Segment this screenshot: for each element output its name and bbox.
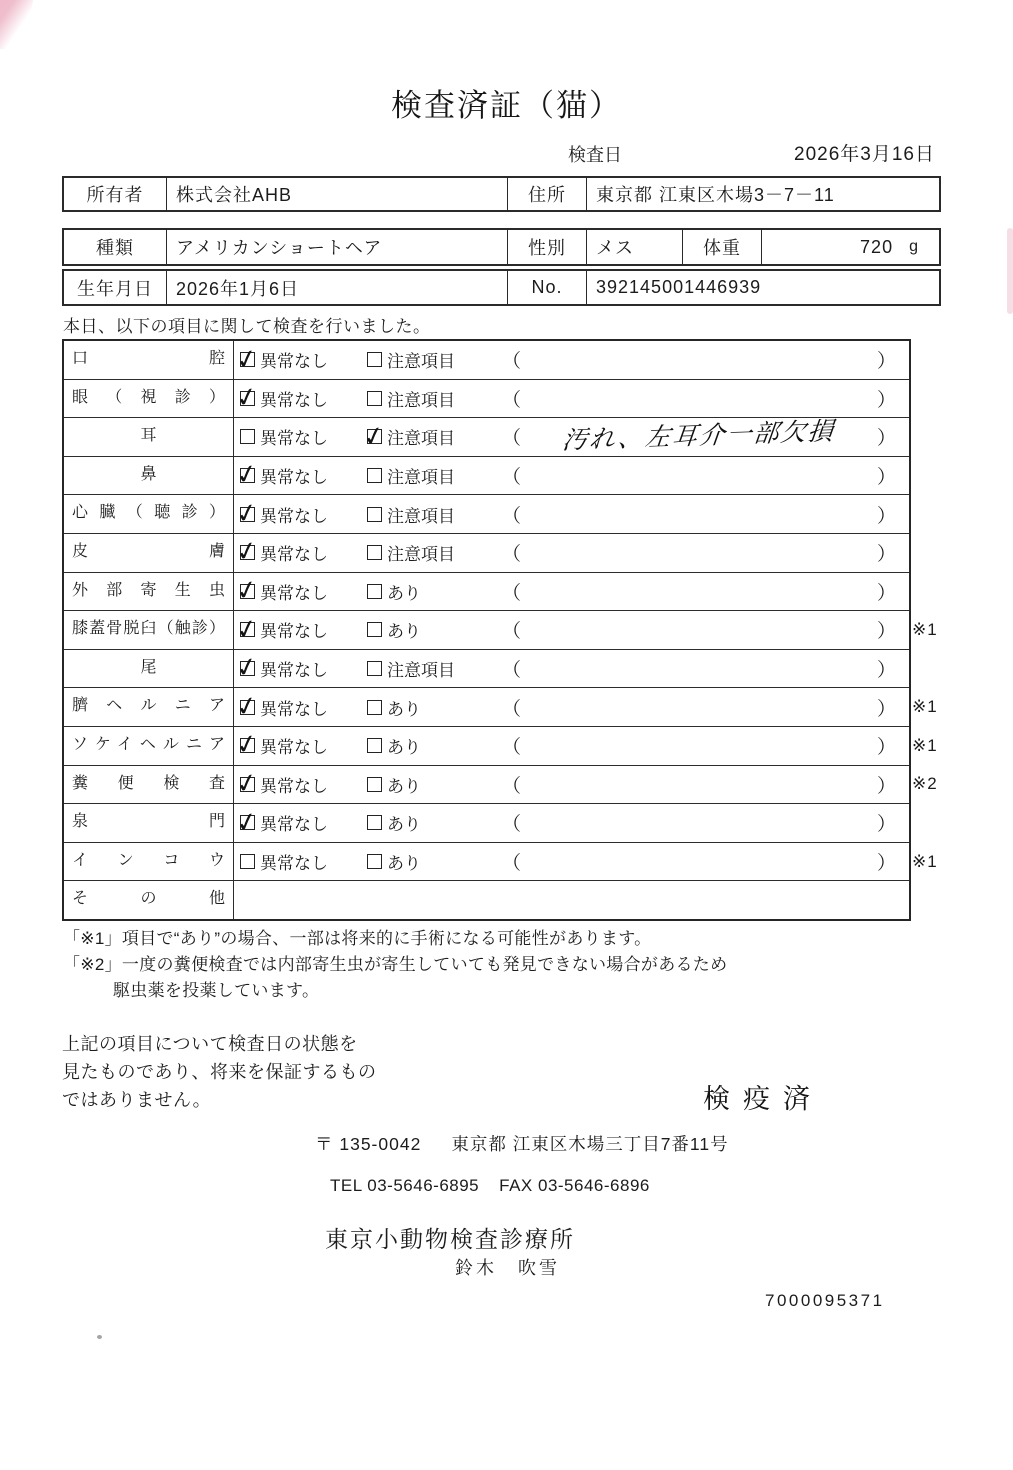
checkbox-caution xyxy=(367,424,492,449)
checkbox-caution xyxy=(367,463,492,488)
checkbox-label: あり xyxy=(387,776,421,796)
exam-item-label: 耳 xyxy=(64,418,234,456)
exam-checks xyxy=(234,341,492,379)
check-mark-icon xyxy=(234,694,260,719)
checkbox-box xyxy=(367,854,382,869)
exam-note xyxy=(492,418,909,456)
checkbox-label: 異常なし xyxy=(260,545,328,565)
checkbox-normal xyxy=(240,656,367,681)
exam-row-umbilical-hernia xyxy=(64,687,938,726)
exam-row-other xyxy=(64,880,909,919)
checkbox-label: 異常なし xyxy=(260,468,328,488)
check-mark-icon xyxy=(234,578,260,603)
open-paren: （ xyxy=(502,814,522,836)
checkbox-box xyxy=(367,700,382,715)
open-paren: （ xyxy=(502,698,522,720)
exam-checks xyxy=(234,418,492,456)
exam-row-inguinal-hernia xyxy=(64,726,938,765)
exam-note xyxy=(492,688,909,726)
exam-item-label: インコウ xyxy=(64,843,234,881)
exam-item-label: 糞便検査 xyxy=(64,766,234,804)
check-mark-icon xyxy=(234,732,260,757)
clinic-contact-line xyxy=(330,1176,650,1196)
scan-artifact-edge xyxy=(1007,228,1013,314)
check-mark-icon xyxy=(234,346,260,371)
close-paren: ） xyxy=(876,660,896,682)
margin-mark: ※1 xyxy=(912,697,938,717)
checkbox-normal xyxy=(240,463,367,488)
checkbox-label: 異常なし xyxy=(260,854,328,874)
open-paren: （ xyxy=(502,544,522,566)
checkbox-caution xyxy=(367,386,492,411)
exam-checks xyxy=(234,650,492,688)
exam-checks xyxy=(234,611,492,649)
check-mark-icon xyxy=(234,385,260,410)
exam-item-label: 膝蓋骨脱臼（触診） xyxy=(64,611,234,649)
exam-item-label: 尾 xyxy=(64,650,234,688)
checkbox-box xyxy=(367,622,382,637)
checkbox-normal xyxy=(240,772,367,797)
check-mark-icon xyxy=(234,771,260,796)
checkbox-normal xyxy=(240,540,367,565)
open-paren: （ xyxy=(502,775,522,797)
check-mark-icon xyxy=(234,617,260,642)
checkbox-box xyxy=(240,661,255,676)
checkbox-normal xyxy=(240,502,367,527)
checkbox-caution xyxy=(367,540,492,565)
exam-item-label: ソケイヘルニア xyxy=(64,727,234,765)
close-paren: ） xyxy=(876,389,896,411)
exam-note xyxy=(492,766,909,804)
close-paren: ） xyxy=(876,698,896,720)
close-paren: ） xyxy=(876,853,896,875)
exam-item-label: 心臓（聴診） xyxy=(64,495,234,533)
exam-row-eyes xyxy=(64,379,909,418)
checkbox-box xyxy=(240,700,255,715)
owner-label: 所有者 xyxy=(64,178,167,210)
exam-checks xyxy=(234,380,492,418)
exam-note xyxy=(492,650,909,688)
checkbox-caution xyxy=(367,347,492,372)
check-mark-icon xyxy=(234,462,260,487)
checkbox-box xyxy=(240,468,255,483)
margin-mark: ※2 xyxy=(912,774,938,794)
checkbox-label: 異常なし xyxy=(260,776,328,796)
scan-artifact-corner xyxy=(0,0,35,53)
checkbox-normal xyxy=(240,810,367,835)
checkbox-normal xyxy=(240,579,367,604)
checkbox-box xyxy=(367,584,382,599)
exam-note xyxy=(492,611,909,649)
address-label: 住所 xyxy=(508,178,587,210)
scan-artifact-dot xyxy=(97,1335,102,1339)
checkbox-box xyxy=(367,545,382,560)
disclaimer-line-1: 上記の項目について検査日の状態を xyxy=(62,1034,358,1054)
checkbox-box xyxy=(240,391,255,406)
checkbox-present xyxy=(367,617,492,642)
checkbox-label: 注意項目 xyxy=(387,468,455,488)
close-paren: ） xyxy=(876,621,896,643)
close-paren: ） xyxy=(876,544,896,566)
open-paren: （ xyxy=(502,467,522,489)
exam-note xyxy=(492,727,909,765)
exam-checks xyxy=(234,495,492,533)
no-value: 392145001446939 xyxy=(596,277,762,297)
checkbox-normal xyxy=(240,617,367,642)
checkbox-box xyxy=(367,468,382,483)
birth-table xyxy=(62,269,941,306)
checkbox-box xyxy=(367,429,382,444)
checkbox-label: あり xyxy=(387,738,421,758)
handwritten-note: 汚れ、左耳介一部欠損 xyxy=(560,417,837,455)
open-paren: （ xyxy=(502,389,522,411)
exam-note xyxy=(492,804,909,842)
checkbox-box xyxy=(240,622,255,637)
open-paren: （ xyxy=(502,621,522,643)
pet-table xyxy=(62,228,941,266)
checkbox-present xyxy=(367,810,492,835)
close-paren: ） xyxy=(876,775,896,797)
checkbox-label: あり xyxy=(387,815,421,835)
checkbox-normal xyxy=(240,695,367,720)
exam-other-blank xyxy=(234,881,909,919)
checkbox-box xyxy=(367,777,382,792)
exam-item-label: 外部寄生虫 xyxy=(64,573,234,611)
check-mark-icon xyxy=(234,810,260,835)
checkbox-label: 異常なし xyxy=(260,506,328,526)
clinic-tel: TEL 03-5646-6895 xyxy=(330,1176,480,1195)
exam-checks xyxy=(234,727,492,765)
breed-label: 種類 xyxy=(64,230,167,264)
exam-row-fecal-exam xyxy=(64,765,938,804)
checkbox-caution xyxy=(367,656,492,681)
exam-note xyxy=(492,457,909,495)
close-paren: ） xyxy=(876,505,896,527)
checkbox-box xyxy=(367,391,382,406)
checkbox-normal xyxy=(240,733,367,758)
checkbox-box xyxy=(367,507,382,522)
weight-cell xyxy=(762,230,939,264)
checkbox-label: 異常なし xyxy=(260,429,328,449)
checkbox-box xyxy=(240,352,255,367)
open-paren: （ xyxy=(502,505,522,527)
checkbox-label: 異常なし xyxy=(260,622,328,642)
serial-number: 7000095371 xyxy=(765,1291,885,1310)
checkbox-box xyxy=(367,661,382,676)
quarantine-stamp: 検疫済 xyxy=(703,1084,823,1114)
checkbox-label: 異常なし xyxy=(260,390,328,410)
footnote-3: 駆虫薬を投薬しています。 xyxy=(113,981,320,1000)
checkbox-box xyxy=(367,815,382,830)
checkbox-normal xyxy=(240,424,367,449)
exam-item-label: 口腔 xyxy=(64,341,234,379)
check-mark-icon xyxy=(234,539,260,564)
exam-checks xyxy=(234,843,492,881)
inspection-date-label: 検査日 xyxy=(568,145,622,165)
exam-item-label: 皮膚 xyxy=(64,534,234,572)
checkbox-label: 異常なし xyxy=(260,583,328,603)
exam-item-label: その他 xyxy=(64,881,234,919)
exam-checks xyxy=(234,804,492,842)
exam-row-tail xyxy=(64,649,909,688)
close-paren: ） xyxy=(876,814,896,836)
checkbox-box xyxy=(240,738,255,753)
close-paren: ） xyxy=(876,582,896,604)
checkbox-box xyxy=(240,815,255,830)
checkbox-label: 異常なし xyxy=(260,815,328,835)
checkbox-present xyxy=(367,849,492,874)
sex-label: 性別 xyxy=(508,230,587,264)
exam-table xyxy=(62,339,938,921)
exam-checks xyxy=(234,457,492,495)
exam-row-skin xyxy=(64,533,909,572)
checkbox-caution xyxy=(367,502,492,527)
open-paren: （ xyxy=(502,737,522,759)
clinic-address-line xyxy=(315,1131,729,1156)
footnote-2: 「※2」一度の糞便検査では内部寄生虫が寄生していても発見できない場合があるため xyxy=(63,955,728,974)
birthdate-label: 生年月日 xyxy=(64,271,167,304)
sex-value: メス xyxy=(587,230,683,264)
checkbox-box xyxy=(240,854,255,869)
disclaimer-text xyxy=(62,1030,377,1114)
checkbox-normal xyxy=(240,347,367,372)
intro-text: 本日、以下の項目に関して検査を行いました。 xyxy=(63,317,431,336)
close-paren: ） xyxy=(876,428,896,450)
clinic-fax: FAX 03-5646-6896 xyxy=(499,1176,650,1195)
checkbox-label: あり xyxy=(387,583,421,603)
checkbox-label: 異常なし xyxy=(260,738,328,758)
exam-row-fontanelle xyxy=(64,803,909,842)
checkbox-label: あり xyxy=(387,622,421,642)
checkbox-box xyxy=(240,429,255,444)
owner-table xyxy=(62,176,941,212)
close-paren: ） xyxy=(876,351,896,373)
margin-mark: ※1 xyxy=(912,851,938,871)
checkbox-label: 注意項目 xyxy=(387,390,455,410)
margin-mark: ※1 xyxy=(912,619,938,639)
exam-item-label: 臍ヘルニア xyxy=(64,688,234,726)
checkbox-label: 異常なし xyxy=(260,352,328,372)
checkbox-label: 注意項目 xyxy=(387,661,455,681)
exam-row-patella xyxy=(64,610,938,649)
footnote-1: 「※1」項目で“あり”の場合、一部は将来的に手術になる可能性があります。 xyxy=(63,929,652,948)
checkbox-box xyxy=(240,584,255,599)
margin-mark: ※1 xyxy=(912,735,938,755)
checkbox-normal xyxy=(240,849,367,874)
exam-note xyxy=(492,495,909,533)
exam-row-ectoparasites xyxy=(64,572,909,611)
close-paren: ） xyxy=(876,467,896,489)
exam-row-inkou xyxy=(64,842,938,881)
check-mark-icon xyxy=(234,655,260,680)
weight-unit: g xyxy=(909,238,919,255)
clinic-postal-code: 〒 135-0042 xyxy=(315,1134,422,1154)
open-paren: （ xyxy=(502,853,522,875)
page-title: 検査済証（猫） xyxy=(391,88,622,123)
checkbox-box xyxy=(240,777,255,792)
checkbox-label: あり xyxy=(387,854,421,874)
exam-row-oral xyxy=(64,341,909,379)
open-paren: （ xyxy=(502,582,522,604)
close-paren: ） xyxy=(876,737,896,759)
checkbox-label: 注意項目 xyxy=(387,352,455,372)
checkbox-label: 異常なし xyxy=(260,661,328,681)
clinic-address: 東京都 江東区木場三丁目7番11号 xyxy=(451,1134,729,1154)
checkbox-box xyxy=(367,738,382,753)
exam-checks xyxy=(234,534,492,572)
open-paren: （ xyxy=(502,428,522,450)
open-paren: （ xyxy=(502,351,522,373)
exam-item-label: 泉門 xyxy=(64,804,234,842)
exam-row-ears xyxy=(64,417,909,456)
checkbox-label: 注意項目 xyxy=(387,506,455,526)
exam-note xyxy=(492,534,909,572)
exam-item-label: 鼻 xyxy=(64,457,234,495)
breed-value: アメリカンショートヘア xyxy=(167,230,508,264)
inspection-date-value: 2026年3月16日 xyxy=(794,144,935,165)
checkbox-present xyxy=(367,772,492,797)
exam-checks xyxy=(234,766,492,804)
exam-note xyxy=(492,843,909,881)
checkbox-box xyxy=(240,507,255,522)
weight-label: 体重 xyxy=(683,230,762,264)
no-label: No. xyxy=(508,271,587,304)
exam-note xyxy=(492,341,909,379)
exam-note xyxy=(492,573,909,611)
checkbox-present xyxy=(367,579,492,604)
checkbox-normal xyxy=(240,386,367,411)
owner-value: 株式会社AHB xyxy=(167,178,508,210)
checkbox-present xyxy=(367,733,492,758)
checkbox-label: 注意項目 xyxy=(387,429,455,449)
exam-checks xyxy=(234,573,492,611)
checkbox-present xyxy=(367,695,492,720)
disclaimer-line-2: 見たものであり、将来を保証するもの xyxy=(62,1062,377,1082)
check-mark-icon xyxy=(234,501,260,526)
exam-note xyxy=(492,380,909,418)
checkbox-box xyxy=(367,352,382,367)
exam-item-label: 眼（視診） xyxy=(64,380,234,418)
clinic-name: 東京小動物検査診療所 xyxy=(325,1226,575,1252)
disclaimer-line-3: ではありません。 xyxy=(62,1090,212,1110)
open-paren: （ xyxy=(502,660,522,682)
checkbox-box xyxy=(240,545,255,560)
checkbox-label: 異常なし xyxy=(260,699,328,719)
exam-row-heart xyxy=(64,494,909,533)
weight-value: 720 xyxy=(860,236,894,257)
address-value: 東京都 江東区木場3－7－11 xyxy=(596,185,835,205)
checkbox-label: 注意項目 xyxy=(387,545,455,565)
veterinarian-name: 鈴木 吹雪 xyxy=(455,1258,560,1278)
checkbox-label: あり xyxy=(387,699,421,719)
birthdate-value: 2026年1月6日 xyxy=(167,271,508,304)
exam-row-nose xyxy=(64,456,909,495)
exam-checks xyxy=(234,688,492,726)
